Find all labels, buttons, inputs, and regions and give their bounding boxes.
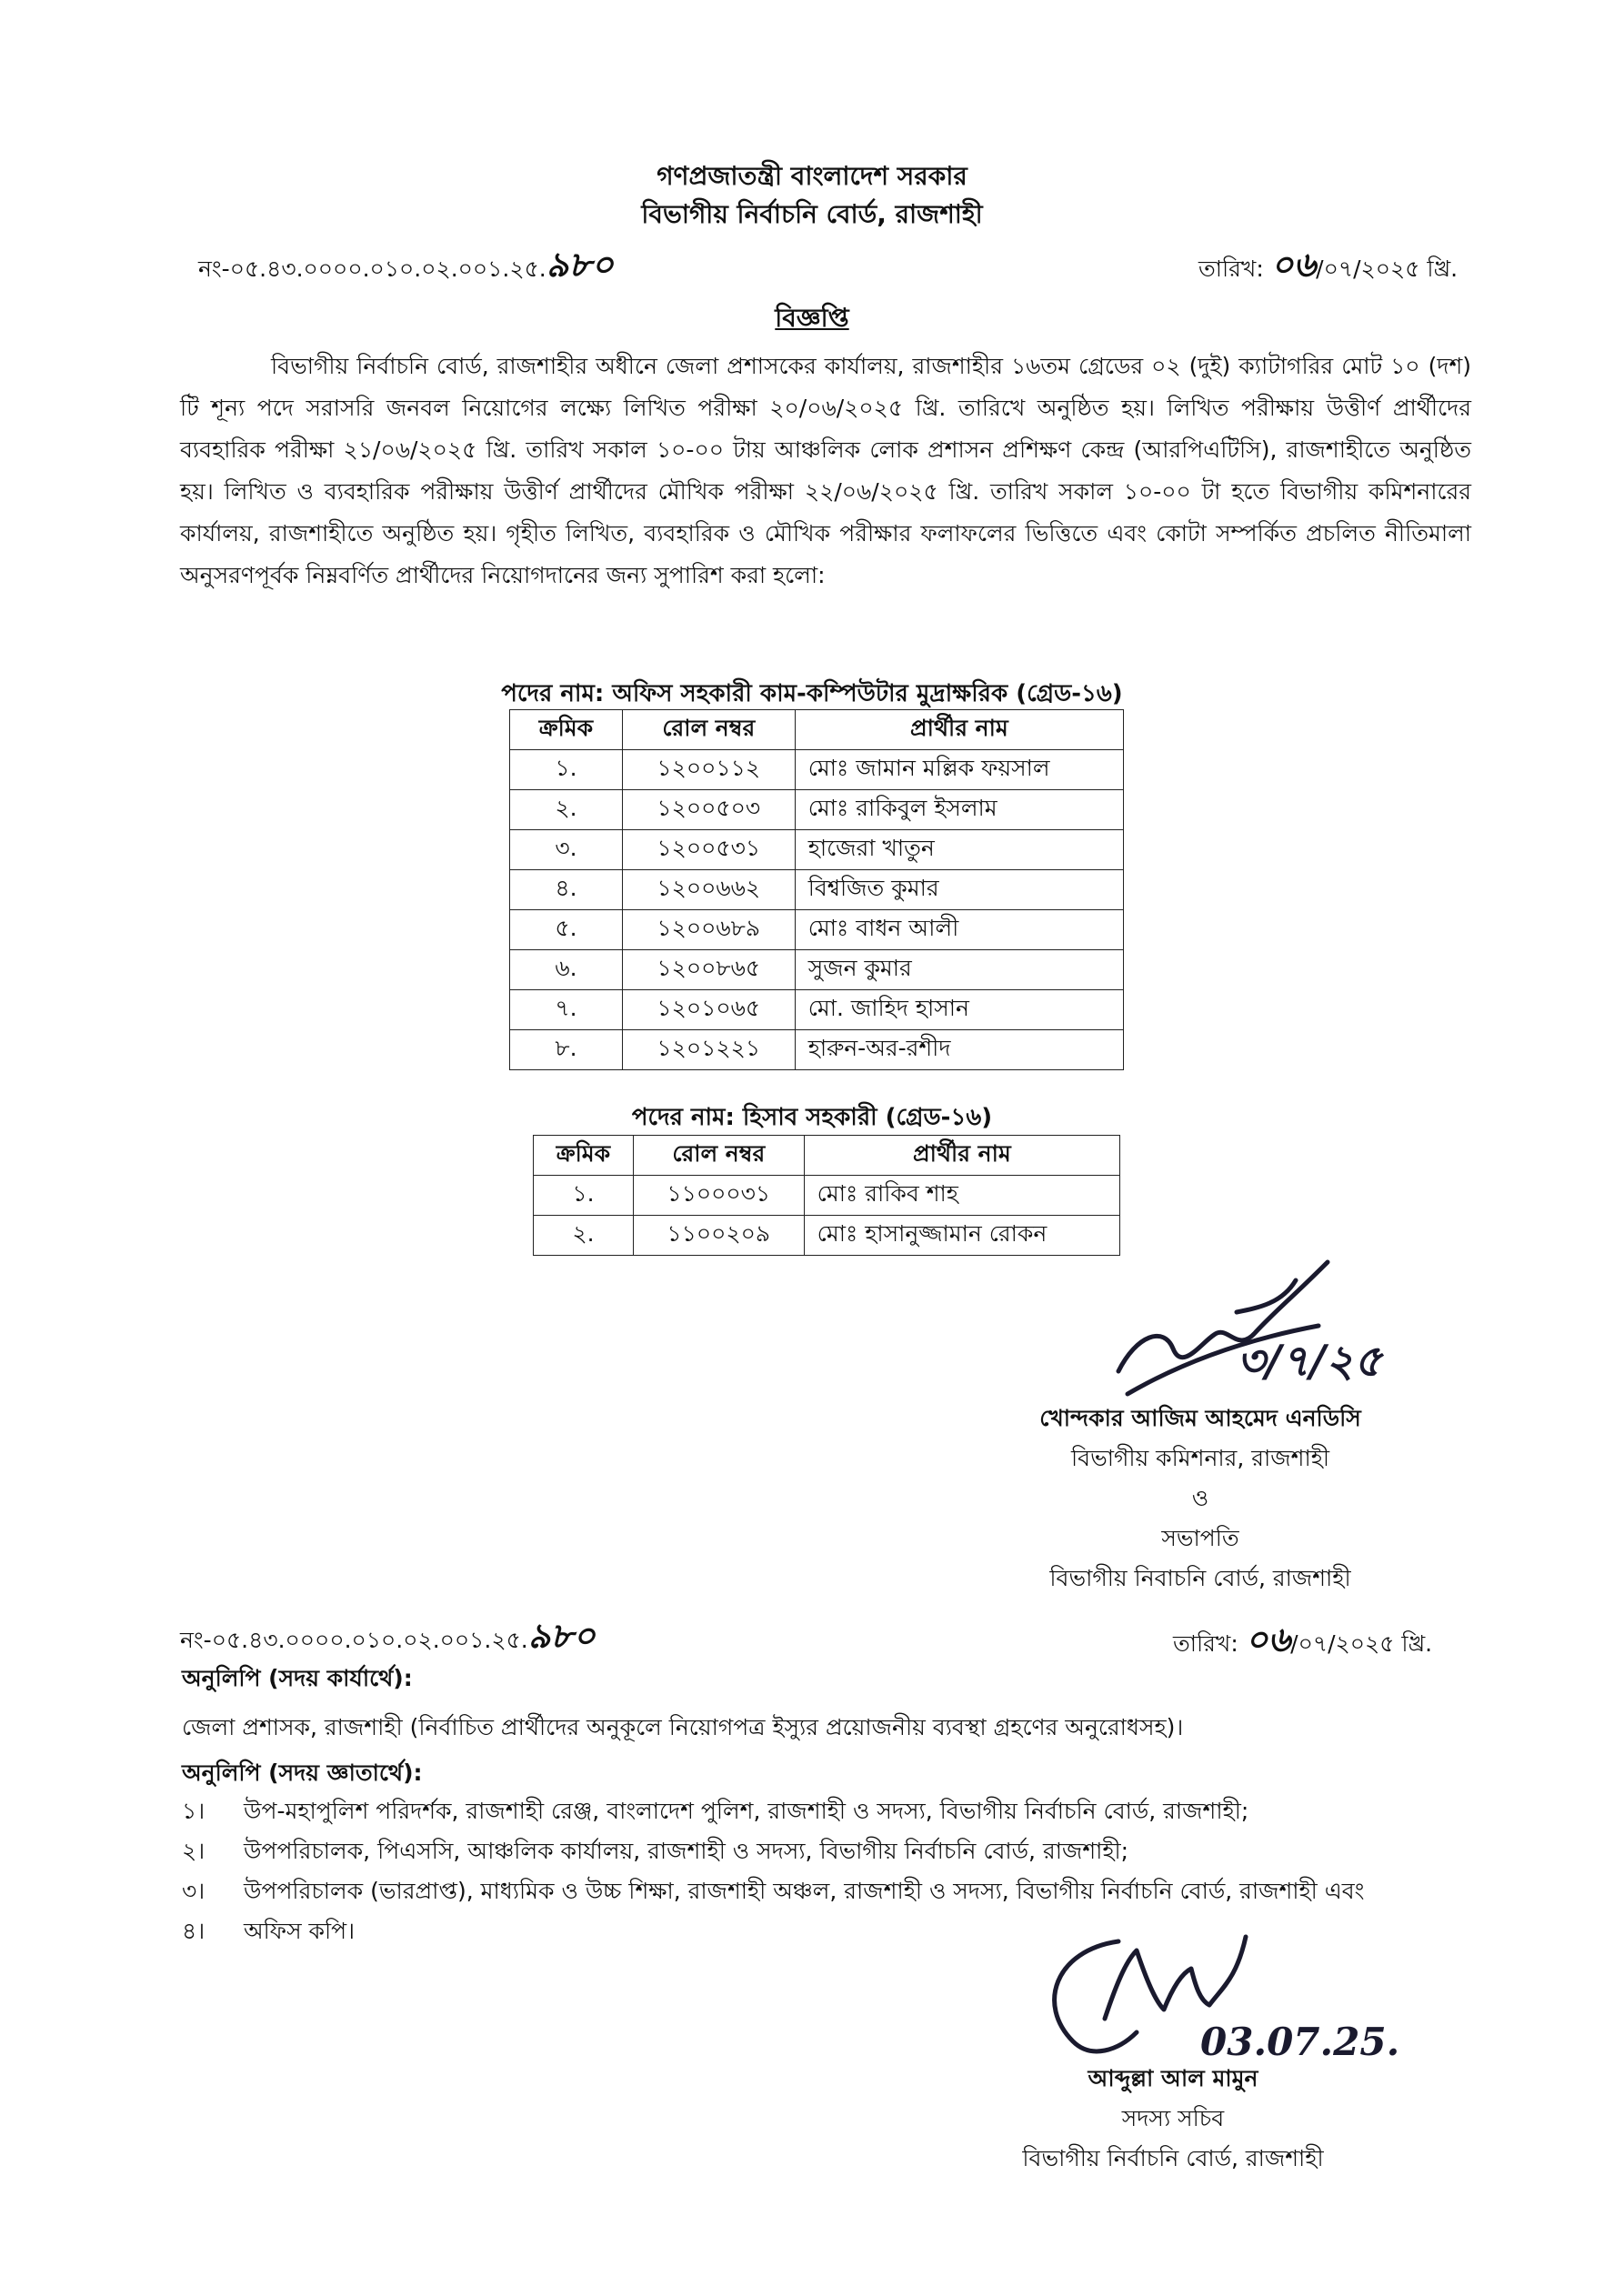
name-cell: মো. জাহিদ হাসান (795, 990, 1123, 1030)
memo2-date-rest: /০৭/২০২৫ খ্রি. (1290, 1630, 1433, 1657)
signatory2-name: আব্দুল্লা আল মামুন (1088, 2065, 1258, 2091)
list-item-number: ২। (182, 1838, 206, 1864)
roll-cell: ১১০০২০৯ (633, 1216, 804, 1256)
list-item-text: উপপরিচালক, পিএসসি, আঞ্চলিক কার্যালয়, রাজশাহী ও সদস্য, বিভাগীয় নির্বাচনি বোর্ড, রাজশাহী; (244, 1838, 1129, 1864)
memo-number-handwritten: ৯৮০ (546, 244, 614, 285)
serial-cell: ১. (510, 750, 623, 790)
table-row (510, 750, 1124, 790)
table-row (510, 830, 1124, 870)
table1-header-row (510, 710, 1124, 750)
roll-cell: ১২০০৫৩১ (622, 830, 795, 870)
roll-cell: ১২০০৫০৩ (622, 790, 795, 830)
serial-cell: ৫. (510, 910, 623, 950)
table1-header-name: প্রার্থীর নাম (795, 710, 1123, 750)
table2-header-name: প্রার্থীর নাম (804, 1136, 1119, 1176)
table2-header-row (534, 1136, 1120, 1176)
name-cell: মোঃ হাসানুজ্জামান রোকন (804, 1216, 1119, 1256)
govt-title: গণপ্রজাতন্ত্রী বাংলাদেশ সরকার (657, 161, 967, 191)
memo-number-prefix: নং-০৫.৪৩.০০০০.০১০.০২.০০১.২৫. (198, 256, 546, 282)
memo2-date-label: তারিখ: (1173, 1630, 1238, 1657)
table-row (510, 870, 1124, 910)
table-row (510, 1030, 1124, 1070)
memo2-number-prefix: নং-০৫.৪৩.০০০০.০১০.০২.০০১.২৫. (180, 1627, 528, 1653)
list-item-text: উপপরিচালক (ভারপ্রাপ্ত), মাধ্যমিক ও উচ্চ শিক্ষা, রাজশাহী অঞ্চল, রাজশাহী ও সদস্য, বিভাগীয় নির্বাচনি বোর্ড, রাজশাহী এবং (244, 1878, 1365, 1904)
list-item (182, 1871, 1473, 1911)
table-row (510, 950, 1124, 990)
memo-number (198, 238, 614, 296)
serial-cell: ৮. (510, 1030, 623, 1070)
serial-cell: ২. (534, 1216, 634, 1256)
table-row (510, 790, 1124, 830)
memo2-number (180, 1609, 596, 1668)
name-cell: সুজন কুমার (795, 950, 1123, 990)
signatory1-office: বিভাগীয় নিবাচনি বোর্ড, রাজশাহী (1049, 1565, 1351, 1591)
notice-title-text: বিজ্ঞপ্তি (775, 303, 849, 333)
copy-action-heading: অনুলিপি (সদয় কার্যার্থে): (182, 1665, 413, 1691)
serial-cell: ২. (510, 790, 623, 830)
list-item-text: উপ-মহাপুলিশ পরিদর্শক, রাজশাহী রেঞ্জ, বাংলাদেশ পুলিশ, রাজশাহী ও সদস্য, বিভাগীয় নির্বাচনি বোর্ড, রাজশাহী; (244, 1798, 1249, 1824)
table2-header-serial: ক্রমিক (534, 1136, 634, 1176)
signatory1-role: সভাপতি (1161, 1525, 1239, 1551)
roll-cell: ১২০০৮৬৫ (622, 950, 795, 990)
name-cell: হারুন-অর-রশীদ (795, 1030, 1123, 1070)
list-item-number: ৩। (182, 1878, 206, 1904)
table-row (534, 1216, 1120, 1256)
memo2-number-handwritten: ৯৮০ (527, 1615, 596, 1656)
memo2-date-handwritten: ০৬ (1245, 1619, 1291, 1659)
name-cell: মোঃ রাকিব শাহ (804, 1176, 1119, 1216)
memo-date (1198, 238, 1458, 296)
board-title: বিভাগীয় নির্বাচনি বোর্ড, রাজশাহী (641, 199, 983, 229)
signatory2-office: বিভাগীয় নির্বাচনি বোর্ড, রাজশাহী (1022, 2145, 1324, 2171)
notice-title (0, 298, 1624, 341)
table1-header-serial: ক্রমিক (510, 710, 623, 750)
list-item (182, 1831, 1473, 1871)
signature-1-date: ৩/৭/২৫ (1237, 1336, 1382, 1387)
name-cell: মোঃ রাকিবুল ইসলাম (795, 790, 1123, 830)
list-item (182, 1791, 1473, 1831)
signatory1-designation: বিভাগীয় কমিশনার, রাজশাহী (1071, 1445, 1329, 1471)
serial-cell: ৩. (510, 830, 623, 870)
table1 (509, 709, 1124, 1070)
memo-date-handwritten: ০৬ (1270, 244, 1317, 285)
name-cell: হাজেরা খাতুন (795, 830, 1123, 870)
signatory2-designation: সদস্য সচিব (1121, 2105, 1225, 2131)
table-row (510, 990, 1124, 1030)
list-item-text: অফিস কপি। (244, 1918, 356, 1944)
memo-date-rest: /০৭/২০২৫ খ্রি. (1316, 256, 1459, 282)
name-cell: মোঃ বাধন আলী (795, 910, 1123, 950)
signatory1-conjunction: ও (1191, 1485, 1209, 1511)
signature-1 (1100, 1226, 1428, 1408)
name-cell: বিশ্বজিত কুমার (795, 870, 1123, 910)
table-row (510, 910, 1124, 950)
roll-cell: ১২০০১১২ (622, 750, 795, 790)
roll-cell: ১২০০৬৮৯ (622, 910, 795, 950)
serial-cell: ৪. (510, 870, 623, 910)
copy-action-text: জেলা প্রশাসক, রাজশাহী (নির্বাচিত প্রার্থীদের অনুকূলে নিয়োগপত্র ইস্যুর প্রয়োজনীয় ব্যবস্থা গ্রহণের অনুরোধসহ)। (182, 1714, 1184, 1740)
roll-cell: ১২০১২২১ (622, 1030, 795, 1070)
list-item-number: ৪। (182, 1918, 206, 1944)
copy-info-heading: অনুলিপি (সদয় জ্ঞাতার্থে): (182, 1760, 423, 1786)
memo2-date (1173, 1613, 1432, 1671)
roll-cell: ১১০০০৩১ (633, 1176, 804, 1216)
roll-cell: ১২০০৬৬২ (622, 870, 795, 910)
signatory1-name: খোন্দকার আজিম আহমেদ এনডিসি (1039, 1405, 1361, 1431)
table2-title: পদের নাম: হিসাব সহকারী (গ্রেড-১৬) (631, 1104, 993, 1131)
table1-header-roll: রোল নম্বর (622, 710, 795, 750)
signature-2-date: 03.07.25. (1200, 2020, 1400, 2064)
list-item-number: ১। (182, 1798, 206, 1824)
name-cell: মোঃ জামান মল্লিক ফয়সাল (795, 750, 1123, 790)
table2-header-roll: রোল নম্বর (633, 1136, 804, 1176)
table1-title: পদের নাম: অফিস সহকারী কাম-কম্পিউটার মুদ্রাক্ষরিক (গ্রেড-১৬) (501, 680, 1123, 707)
table2 (533, 1135, 1120, 1256)
signature-2 (1018, 1923, 1400, 2078)
serial-cell: ৭. (510, 990, 623, 1030)
table-row (534, 1176, 1120, 1216)
serial-cell: ৬. (510, 950, 623, 990)
roll-cell: ১২০১০৬৫ (622, 990, 795, 1030)
body-paragraph: বিভাগীয় নির্বাচনি বোর্ড, রাজশাহীর অধীনে জেলা প্রশাসকের কার্যালয়, রাজশাহীর ১৬তম গ্রেডের ০২ (দুই) ক্যাটাগরির মোট ১০ (দশ) টি শূন্য পদে সরাসরি জনবল নিয়োগের লক্ষ্যে লিখিত পরীক্ষা ২০/০৬/২০২৫ খ্রি. তারিখে অনুষ্ঠিত হয়। লিখিত পরীক্ষায় উত্তীর্ণ প্রার্থীদের ব্যবহারিক পরীক্ষা ২১/০৬/২০২৫ খ্রি. তারিখ সকাল ১০-০০ টায় আঞ্চলিক লোক প্রশাসন প্রশিক্ষণ কেন্দ্র (আরপিএটিসি), রাজশাহীতে অনুষ্ঠিত হয়। লিখিত ও ব্যবহারিক পরীক্ষায় উত্তীর্ণ প্রার্থীদের মৌখিক পরীক্ষা ২২/০৬/২০২৫ খ্রি. তারিখ সকাল ১০-০০ টা হতে বিভাগীয় কমিশনারের কার্যালয়, রাজশাহীতে অনুষ্ঠিত হয়। গৃহীত লিখিত, ব্যবহারিক ও মৌখিক পরীক্ষার ফলাফলের ভিত্তিতে এবং কোটা সম্পর্কিত প্রচলিত নীতিমালা অনুসরণপূর্বক নিম্নবর্ণিত প্রার্থীদের নিয়োগদানের জন্য সুপারিশ করা হলো: (180, 353, 1471, 588)
memo-date-label: তারিখ: (1198, 256, 1264, 282)
serial-cell: ১. (534, 1176, 634, 1216)
